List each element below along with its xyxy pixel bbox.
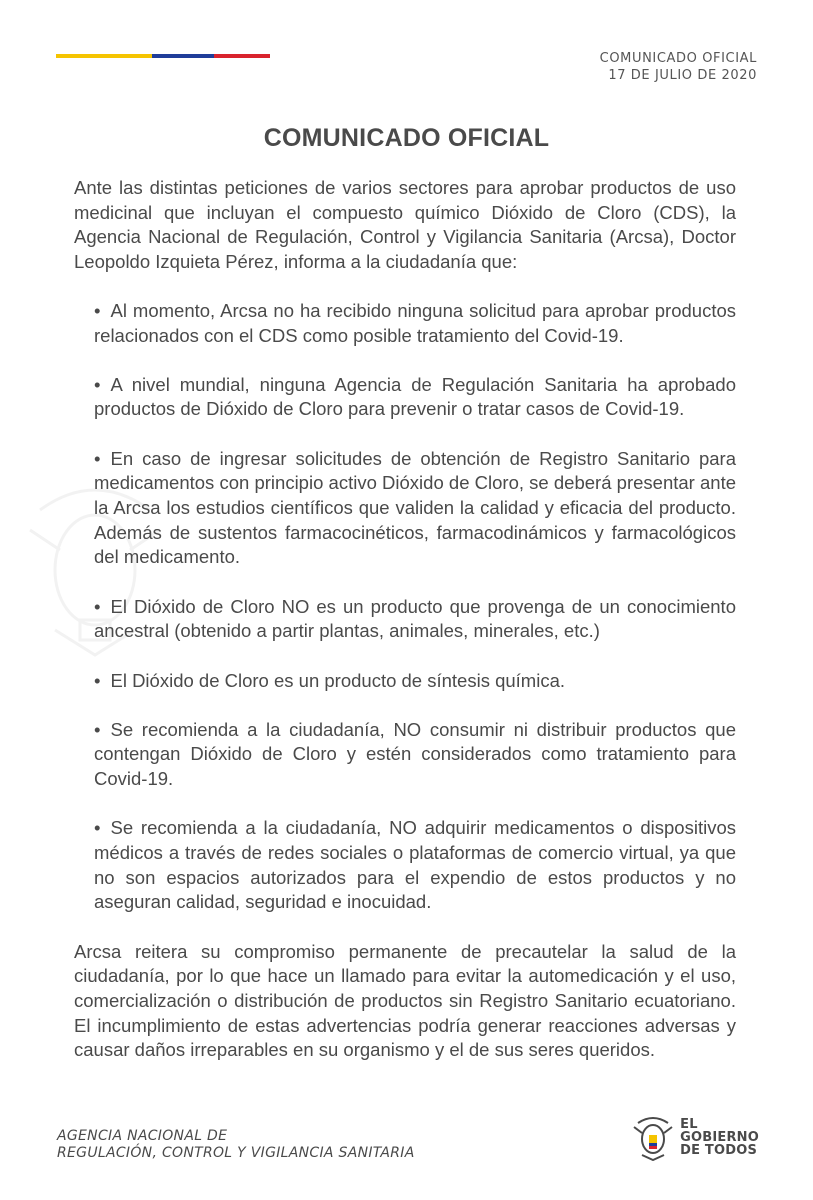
flag-blue-stripe bbox=[152, 54, 214, 58]
bullet-text: Al momento, Arcsa no ha recibido ninguna solicitud para aprobar productos relacionados con el CDS como posible tratamiento del Covid-19. bbox=[94, 299, 736, 346]
bullet-text: En caso de ingresar solicitudes de obtención de Registro Sanitario para medicamentos con principio activo Dióxido de Cloro, se deberá presentar ante la Arcsa los estudios científicos que validen la calidad y eficacia del producto. Además de sustentos farmacocinéticos, farmacodinámicos y farmacológicos del medicamento. bbox=[94, 447, 736, 568]
government-logo bbox=[632, 1113, 759, 1161]
government-logo-line3: DE TODOS bbox=[680, 1142, 758, 1158]
flag-yellow-stripe bbox=[56, 54, 152, 58]
bullet-item bbox=[94, 595, 736, 644]
bullet-item bbox=[94, 816, 736, 915]
agency-name-line2: REGULACIÓN, CONTROL Y VIGILANCIA SANITARIA bbox=[57, 1145, 415, 1161]
bullet-item bbox=[94, 299, 736, 348]
communique-body bbox=[74, 176, 736, 1063]
bullet-symbol: • bbox=[94, 595, 101, 617]
bullet-symbol: • bbox=[94, 669, 101, 691]
bullet-text: El Dióxido de Cloro NO es un producto que provenga de un conocimiento ancestral (obtenido a partir plantas, animales, minerales, etc.) bbox=[94, 595, 736, 642]
closing-paragraph: Arcsa reitera su compromiso permanente de precautelar la salud de la ciudadanía, por lo que hace un llamado para evitar la automedicación y el uso, comercialización o distribución de productos sin Registro Sanitario ecuatoriano. El incumplimiento de estas advertencias podría generar reacciones adversas y causar daños irreparables en su organismo y el de sus seres queridos. bbox=[74, 940, 736, 1061]
bullet-symbol: • bbox=[94, 373, 101, 395]
bullet-text: Se recomienda a la ciudadanía, NO adquirir medicamentos o dispositivos médicos a través de redes sociales o plataformas de comercio virtual, ya que no son espacios autorizados para el expendio de estos productos y no aseguran calidad, seguridad e inocuidad. bbox=[94, 817, 736, 913]
bullet-item bbox=[94, 447, 736, 571]
flag-color-bar bbox=[56, 54, 270, 58]
government-logo-text bbox=[680, 1118, 759, 1157]
bullet-text: A nivel mundial, ninguna Agencia de Regulación Sanitaria ha aprobado productos de Dióxido de Cloro para prevenir o tratar casos de Covid-19. bbox=[94, 373, 736, 420]
bullet-symbol: • bbox=[94, 817, 101, 839]
agency-name-line1: AGENCIA NACIONAL DE bbox=[57, 1128, 228, 1144]
bullet-item bbox=[94, 373, 736, 422]
coat-of-arms-icon bbox=[632, 1113, 674, 1161]
bullet-item bbox=[94, 718, 736, 792]
bullet-symbol: • bbox=[94, 299, 101, 321]
bullet-text: Se recomienda a la ciudadanía, NO consumir ni distribuir productos que contengan Dióxido de Cloro y estén considerados como tratamiento para Covid-19. bbox=[94, 718, 736, 790]
bullet-text: El Dióxido de Cloro es un producto de síntesis química. bbox=[110, 669, 565, 691]
header-label: COMUNICADO OFICIAL bbox=[599, 51, 757, 66]
bullet-symbol: • bbox=[94, 447, 101, 469]
header-date: 17 DE JULIO DE 2020 bbox=[608, 68, 757, 83]
intro-paragraph: Ante las distintas peticiones de varios sectores para aprobar productos de uso medicinal que incluyan el compuesto químico Dióxido de Cloro (CDS), la Agencia Nacional de Regulación, Control y Vigilancia Sanitaria (Arcsa), Doctor Leopoldo Izquieta Pérez, informa a la ciudadanía que: bbox=[74, 177, 736, 273]
bullet-item bbox=[94, 669, 736, 694]
government-logo-line2: GOBIERNO bbox=[680, 1129, 759, 1145]
bullet-list bbox=[94, 299, 736, 915]
bullet-symbol: • bbox=[94, 718, 101, 740]
agency-name bbox=[57, 1128, 415, 1162]
flag-red-stripe bbox=[214, 54, 270, 58]
government-logo-line1: EL bbox=[680, 1116, 698, 1132]
header-block bbox=[600, 50, 757, 84]
page-title: COMUNICADO OFICIAL bbox=[263, 124, 550, 152]
